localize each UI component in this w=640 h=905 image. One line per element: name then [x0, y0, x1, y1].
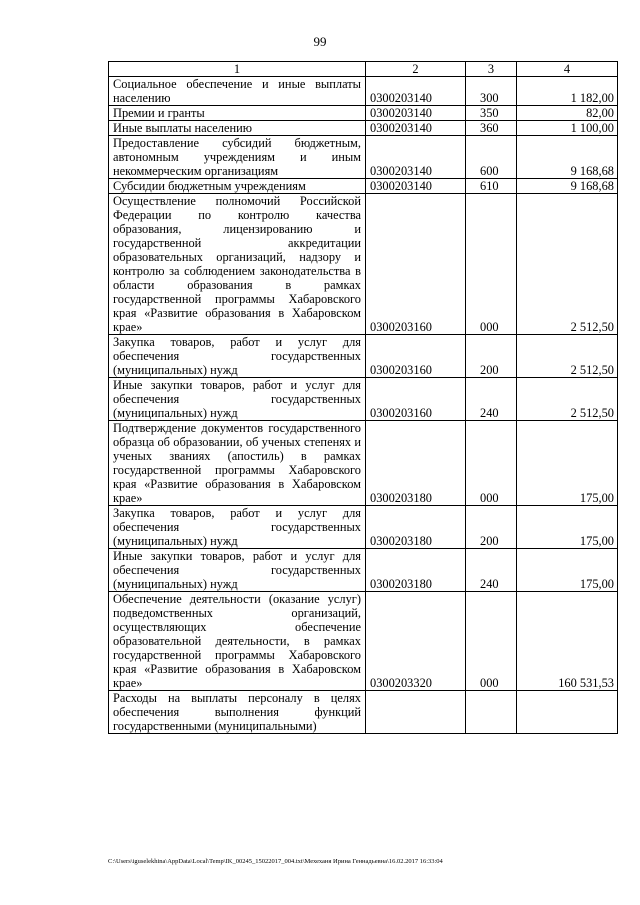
table-row [109, 121, 618, 136]
row-code: 0300203160 [366, 194, 466, 335]
row-name: Предоставление субсидий бюджетным, автономным учреждениям и иным некоммерческим организациям [109, 136, 366, 179]
row-code: 0300203140 [366, 77, 466, 106]
row-name: Обеспечение деятельности (оказание услуг) подведомственных организаций, осуществляющих обеспечение образовательной деятельности, в рамках государственной программы Хабаровского края «Развитие образования в Хабаровском крае» [109, 592, 366, 691]
row-type: 200 [466, 506, 517, 549]
row-amount: 175,00 [517, 549, 618, 592]
table-row [109, 335, 618, 378]
row-code: 0300203140 [366, 179, 466, 194]
row-type: 240 [466, 549, 517, 592]
row-amount: 175,00 [517, 506, 618, 549]
table-row [109, 378, 618, 421]
row-type [466, 691, 517, 734]
table-row [109, 179, 618, 194]
row-code: 0300203180 [366, 549, 466, 592]
row-type: 610 [466, 179, 517, 194]
row-amount: 2 512,50 [517, 378, 618, 421]
row-type: 360 [466, 121, 517, 136]
row-amount: 9 168,68 [517, 179, 618, 194]
table-row [109, 592, 618, 691]
row-code: 0300203140 [366, 106, 466, 121]
table-row [109, 77, 618, 106]
budget-table [108, 61, 618, 734]
header-col-1: 1 [109, 62, 366, 77]
row-code: 0300203180 [366, 421, 466, 506]
table-row [109, 106, 618, 121]
row-code [366, 691, 466, 734]
row-code: 0300203160 [366, 378, 466, 421]
table-row [109, 506, 618, 549]
table-row [109, 421, 618, 506]
row-type: 000 [466, 592, 517, 691]
header-col-4: 4 [517, 62, 618, 77]
row-amount: 160 531,53 [517, 592, 618, 691]
row-name: Субсидии бюджетным учреждениям [109, 179, 366, 194]
row-amount: 82,00 [517, 106, 618, 121]
row-amount: 2 512,50 [517, 194, 618, 335]
row-name: Иные закупки товаров, работ и услуг для обеспечения государственных (муниципальных) нужд [109, 549, 366, 592]
row-amount: 9 168,68 [517, 136, 618, 179]
row-amount: 175,00 [517, 421, 618, 506]
row-amount [517, 691, 618, 734]
row-amount: 2 512,50 [517, 335, 618, 378]
table-row [109, 194, 618, 335]
row-type: 600 [466, 136, 517, 179]
row-name: Премии и гранты [109, 106, 366, 121]
row-type: 300 [466, 77, 517, 106]
row-amount: 1 182,00 [517, 77, 618, 106]
row-type: 000 [466, 194, 517, 335]
row-name: Социальное обеспечение и иные выплаты населению [109, 77, 366, 106]
table-header-row [109, 62, 618, 77]
row-name: Иные закупки товаров, работ и услуг для обеспечения государственных (муниципальных) нужд [109, 378, 366, 421]
row-code: 0300203160 [366, 335, 466, 378]
row-code: 0300203180 [366, 506, 466, 549]
row-name: Закупка товаров, работ и услуг для обеспечения государственных (муниципальных) нужд [109, 335, 366, 378]
row-amount: 1 100,00 [517, 121, 618, 136]
header-col-3: 3 [466, 62, 517, 77]
row-code: 0300203140 [366, 136, 466, 179]
header-col-2: 2 [366, 62, 466, 77]
row-code: 0300203140 [366, 121, 466, 136]
row-name: Иные выплаты населению [109, 121, 366, 136]
table-row [109, 549, 618, 592]
row-name: Закупка товаров, работ и услуг для обеспечения государственных (муниципальных) нужд [109, 506, 366, 549]
row-name: Расходы на выплаты персоналу в целях обеспечения выполнения функций государственными (муниципальными) [109, 691, 366, 734]
file-path-footer: C:\Users\iguselekhina\AppData\Local\Temp\IK_00245_15022017_004.txt\Мехеханя Ирина Геннадьевна\16.02.2017 16:33:04 [108, 858, 443, 865]
table-row [109, 136, 618, 179]
row-type: 350 [466, 106, 517, 121]
row-name: Осуществление полномочий Российской Федерации по контролю качества образования, лицензированию и государственной аккредитации образовательных организаций, надзору и контролю за соблюдением законодательства в области образования в рамках государственной программы Хабаровского края «Развитие образования в Хабаровском крае» [109, 194, 366, 335]
row-type: 240 [466, 378, 517, 421]
row-type: 000 [466, 421, 517, 506]
row-code: 0300203320 [366, 592, 466, 691]
page-number: 99 [313, 34, 327, 49]
row-type: 200 [466, 335, 517, 378]
table-row [109, 691, 618, 734]
row-name: Подтверждение документов государственного образца об образовании, об ученых степенях и ученых званиях (апостиль) в рамках государственной программы Хабаровского края «Развитие образования в Хабаровском крае» [109, 421, 366, 506]
